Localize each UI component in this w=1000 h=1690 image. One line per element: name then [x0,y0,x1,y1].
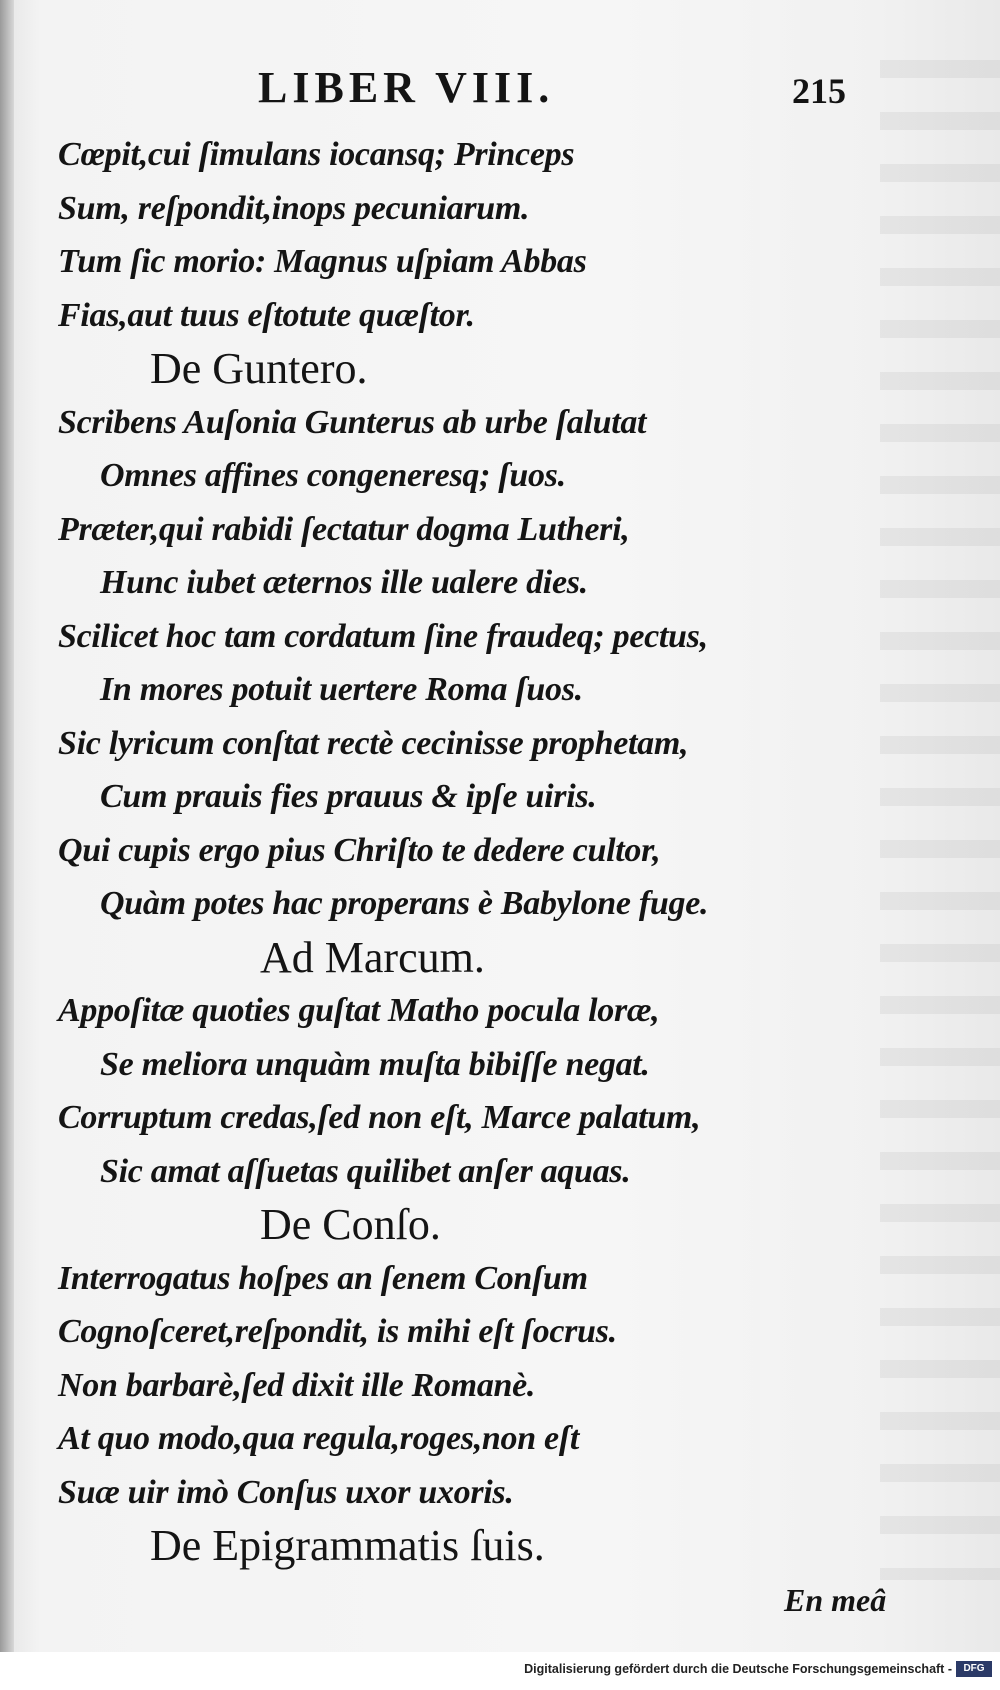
verse-line: Fias,aut tuus eſtotute quæſtor. [58,296,475,334]
verse-line: Sum, reſpondit,inops pecuniarum. [58,189,530,227]
verse-line: Omnes affines congeneresq; ſuos. [100,457,566,494]
verse-line: Cum prauis fies prauus & ipſe uiris. [100,778,597,815]
verse-line: Interrogatus hoſpes an ſenem Conſum [58,1259,588,1297]
verse-line: Sic amat aſſuetas quilibet anſer aquas. [100,1152,631,1190]
verse-line: Cœpit,cui ſimulans iocansq; Princeps [58,136,575,173]
section-title: Ad Marcum. [260,932,485,982]
verse-line: Scribens Auſonia Gunterus ab urbe ſalutat [58,403,647,441]
poem-text [0,128,1000,1573]
catchword: En meâ [784,1582,887,1618]
verse-line: At quo modo,qua regula,roges,non eſt [58,1420,579,1457]
verse-line: Non barbarè,ſed dixit ille Romanè. [58,1366,536,1404]
verse-line: Quàm potes hac properans è Babylone fuge. [100,885,709,922]
verse-line: Præter,qui rabidi ſectatur dogma Lutheri, [58,510,630,548]
verse-line: Qui cupis ergo pius Chriſto te dedere cultor, [58,831,661,869]
page-number: 215 [792,71,846,111]
verse-line: Appoſitæ quoties guſtat Matho pocula loræ, [58,992,660,1029]
verse-line: Cognoſceret,reſpondit, is mihi eſt ſocrus. [58,1313,617,1350]
verse-line: In mores potuit uertere Roma ſuos. [100,671,583,708]
verse-line: Suæ uir imò Conſus uxor uxoris. [58,1473,514,1511]
verse-line: Se meliora unquàm muſta bibiſſe negat. [100,1045,650,1083]
verse-line: Scilicet hoc tam cordatum ſine fraudeq; pectus, [58,617,708,655]
funding-credit: Digitalisierung gefördert durch die Deutsche Forschungsgemeinschaft - [524,1662,952,1676]
section-title: De Conſo. [260,1200,441,1249]
running-head: LIBER VIII. [258,63,555,112]
dfg-logo: DFG [956,1661,992,1677]
section-title: De Epigrammatis ſuis. [150,1521,545,1570]
verse-line: Corruptum credas,ſed non eſt, Marce palatum, [58,1099,701,1136]
section-title: De Guntero. [150,344,368,393]
page-header [0,62,1000,122]
verse-line: Hunc iubet æternos ille ualere dies. [100,564,588,601]
digitization-footer [0,1652,1000,1690]
verse-line: Sic lyricum conſtat rectè cecinisse prophetam, [58,724,689,762]
verse-line: Tum ſic morio: Magnus uſpiam Abbas [58,243,587,280]
